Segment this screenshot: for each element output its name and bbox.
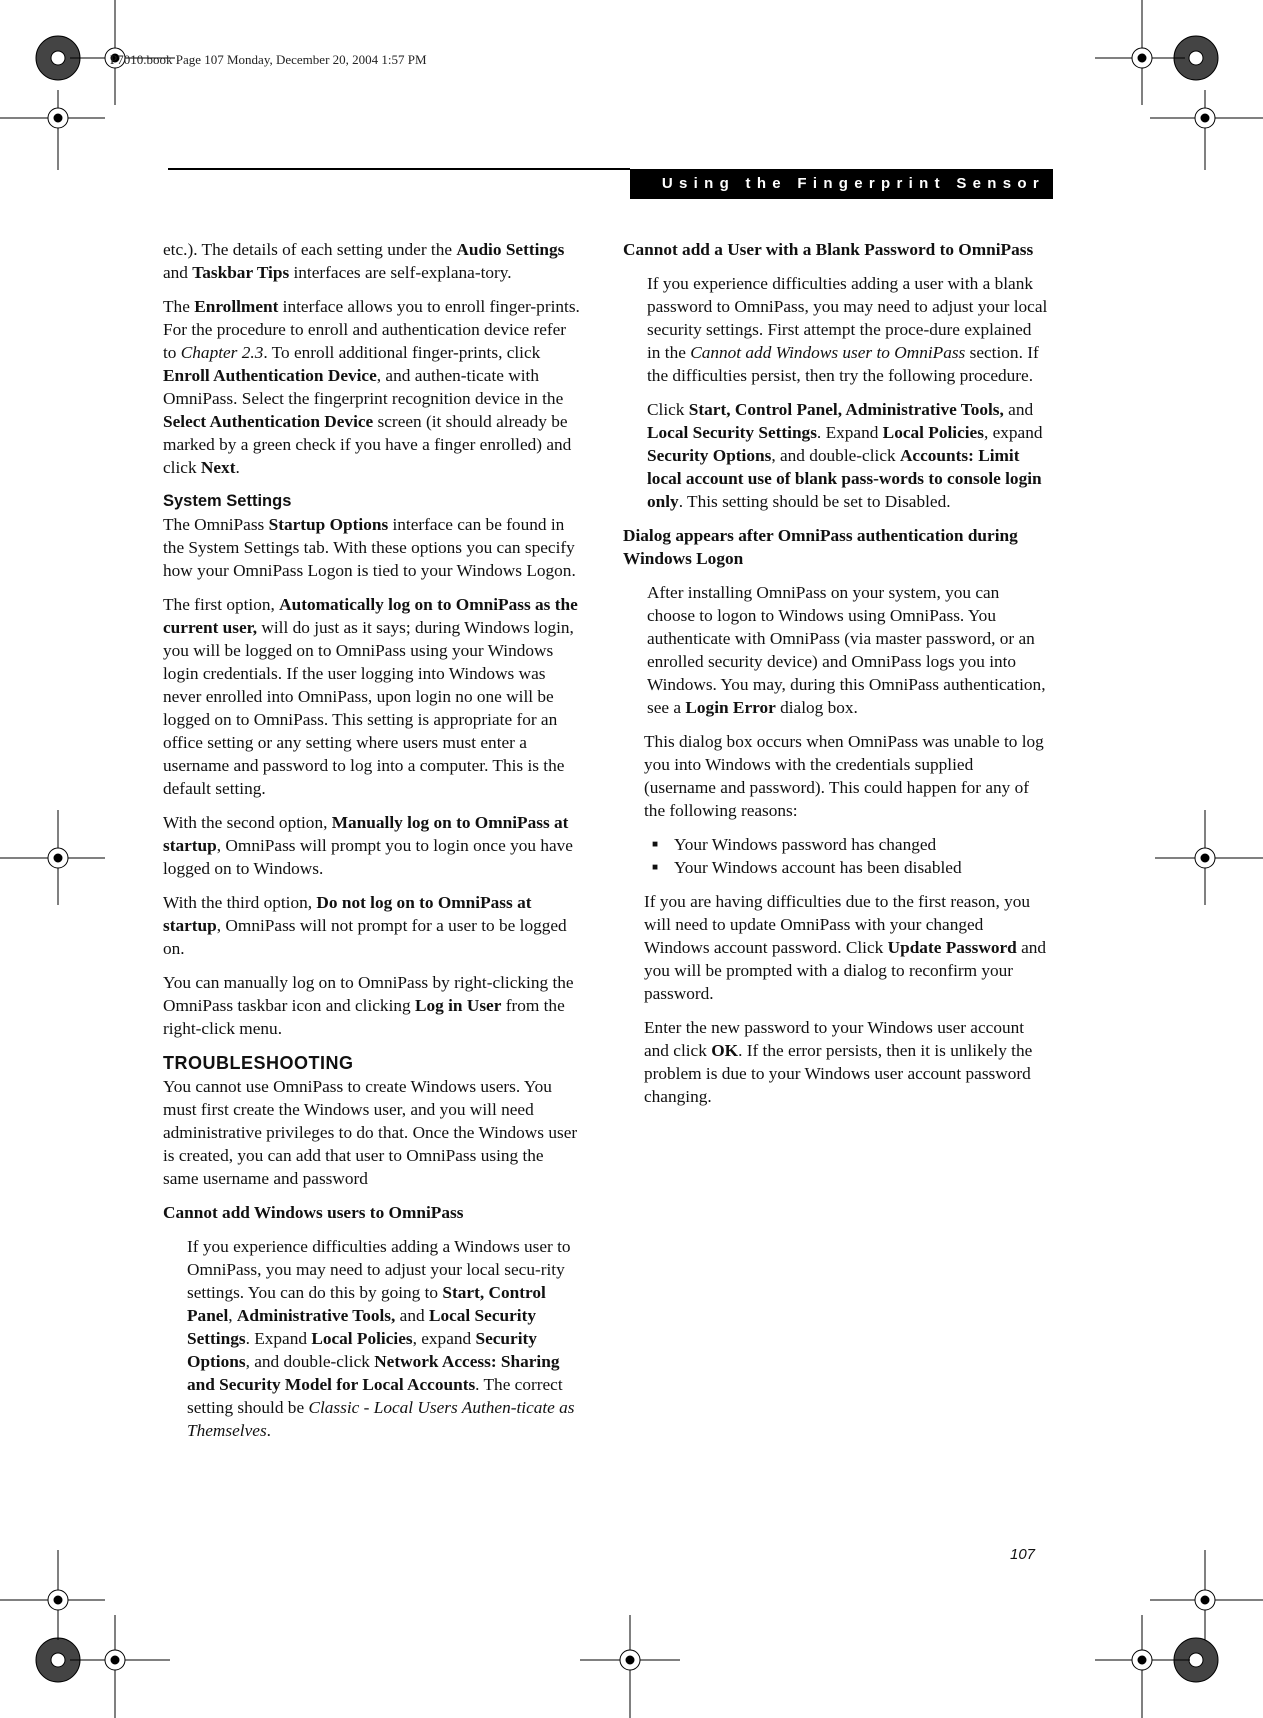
- crosshair-mark-top-2: [0, 90, 105, 170]
- section-heading: TROUBLESHOOTING: [163, 1053, 354, 1073]
- paragraph: You cannot use OmniPass to create Windows users. You must first create the Windows user, and you will need administrative privileges to do that. Once the Windows user is created, you can add that user to OmniPass using the same username and password: [163, 1077, 578, 1188]
- list-item: ■ Your Windows account has been disabled: [652, 856, 1048, 879]
- crosshair-mark-bottom-left-1: [0, 1550, 105, 1640]
- entry-title: Cannot add Windows users to OmniPass: [163, 1203, 464, 1222]
- entry-title: Cannot add a User with a Blank Password to OmniPass: [623, 240, 1034, 259]
- entry-title: Dialog appears after OmniPass authentication during Windows Logon: [623, 526, 1018, 568]
- crosshair-mark-bottom-right-1: [1150, 1550, 1263, 1640]
- bullet-list: [623, 833, 1048, 879]
- crosshair-mark-bottom-center: [580, 1615, 680, 1718]
- right-column: [623, 238, 1048, 1119]
- paragraph: After installing OmniPass on your system, you can choose to logon to Windows using OmniPass. You authenticate with OmniPass (via master password, or an enrolled security device) and OmniPass logs you into Windows. You may, during this OmniPass authentication, see a Login Error dialog box.: [647, 583, 1046, 717]
- paragraph: The first option, Automatically log on to OmniPass as the current user, will do just as it says; during Windows login, you will be logged on to OmniPass using your Windows login credentials. If the user logging into Windows was never enrolled into OmniPass, upon login no one will be logged on to OmniPass. This setting is appropriate for an office setting or any setting where users must enter a username and password to log into a computer. This is the default setting.: [163, 595, 578, 798]
- header-rule: [168, 168, 630, 170]
- crosshair-mark-bottom-left-2: [70, 1615, 170, 1718]
- paragraph: With the third option, Do not log on to OmniPass at startup, OmniPass will not prompt for a user to be logged on.: [163, 893, 567, 958]
- paragraph: If you experience difficulties adding a Windows user to OmniPass, you may need to adjust your local secu-rity settings. You can do this by going to Start, Control Panel, Administrative Tools, and Local Security Settings. Expand Local Policies, expand Security Options, and double-click Network Access: Sharing and Security Model for Local Accounts. The correct setting should be Classic - Local Users Authen-ticate as Themselves.: [187, 1237, 575, 1440]
- left-column: [163, 238, 583, 1453]
- subsection-heading: System Settings: [163, 492, 292, 510]
- paragraph: The Enrollment interface allows you to enroll finger-prints. For the procedure to enroll and authentication device refer to Chapter 2.3. To enroll additional finger-prints, click Enroll Authentication Device, and authen-ticate with OmniPass. Select the fingerprint recognition device in the Select Authentication Device screen (it should already be marked by a green check if you have a finger enrolled) and click Next.: [163, 297, 580, 477]
- paragraph: Enter the new password to your Windows user account and click OK. If the error persists, then it is unlikely the problem is due to your Windows user account password changing.: [644, 1018, 1033, 1106]
- list-item: ■ Your Windows password has changed: [652, 833, 1048, 856]
- paragraph: Click Start, Control Panel, Administrative Tools, and Local Security Settings. Expand Local Policies, expand Security Options, and double-click Accounts: Limit local account use of blank pass-words to console login only. This setting should be set to Disabled.: [647, 400, 1043, 511]
- crosshair-mark-mid-right: [1155, 810, 1263, 905]
- paragraph: The OmniPass Startup Options interface can be found in the System Settings tab. With these options you can specify how your OmniPass Logon is tied to your Windows Logon.: [163, 515, 576, 580]
- print-slug: P7010.book Page 107 Monday, December 20, 2004 1:57 PM: [110, 52, 427, 67]
- paragraph: etc.). The details of each setting under the Audio Settings and Taskbar Tips interfaces are self-explana-tory.: [163, 240, 565, 282]
- paragraph: This dialog box occurs when OmniPass was unable to log you into Windows with the credentials supplied (username and password). This could happen for any of the following reasons:: [644, 732, 1044, 820]
- paragraph: If you are having difficulties due to the first reason, you will need to update OmniPass with your changed Windows account password. Click Update Password and you will be prompted with a dialog to reconfirm your password.: [644, 892, 1047, 1003]
- page-number: 107: [1010, 1546, 1036, 1563]
- crosshair-mark-top-right-2: [1150, 90, 1263, 170]
- running-header: Using the Fingerprint Sensor: [630, 169, 1053, 199]
- paragraph: With the second option, Manually log on to OmniPass at startup, OmniPass will prompt you to login once you have logged on to Windows.: [163, 813, 573, 878]
- crosshair-mark-top-right-1: [1095, 0, 1185, 105]
- crosshair-mark-mid-left: [0, 810, 105, 905]
- paragraph: You can manually log on to OmniPass by right-clicking the OmniPass taskbar icon and clicking Log in User from the right-click menu.: [163, 973, 574, 1038]
- paragraph: If you experience difficulties adding a user with a blank password to OmniPass, you may need to adjust your local security settings. First attempt the proce-dure explained in the Cannot add Windows user to OmniPass section. If the difficulties persist, then try the following procedure.: [647, 274, 1048, 385]
